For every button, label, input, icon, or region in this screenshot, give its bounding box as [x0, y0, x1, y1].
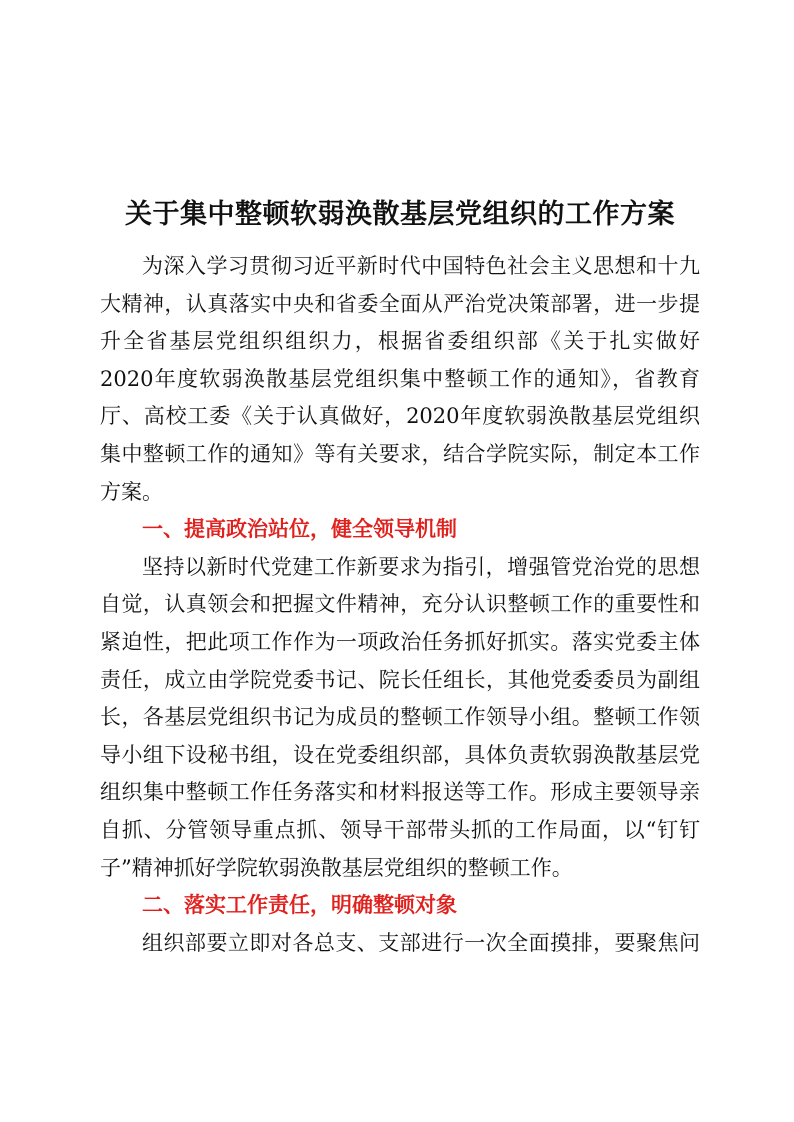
text-line: 坚持以新时代党建工作新要求为指引，增强管党治党的思想 [142, 554, 700, 579]
text-line: 为深入学习贯彻习近平新时代中国特色社会主义思想和十九 [142, 254, 700, 278]
text-line: 责任，成立由学院党委书记、院长任组长，其他党委委员为副组 [100, 667, 700, 692]
section-heading-1: 一、提高政治站位，健全领导机制 [142, 517, 457, 542]
text-line: 组织部要立即对各总支、支部进行一次全面摸排，要聚焦问 [142, 930, 700, 955]
text-line: 自抓、分管领导重点抓、领导干部带头抓的工作局面，以“钉钉 [100, 817, 700, 842]
text-line: 方案。 [100, 479, 163, 504]
text-line: 紧迫性，把此项工作作为一项政治任务抓好抓实。落实党委主体 [100, 629, 700, 654]
text-line: 长，各基层党组织书记为成员的整顿工作领导小组。整顿工作领 [100, 705, 700, 730]
text-line: 集中整顿工作的通知》等有关要求，结合学院实际，制定本工作 [100, 441, 700, 466]
text-line: 厅、高校工委《关于认真做好，2020年度软弱涣散基层党组织 [100, 404, 700, 429]
text-line: 自觉，认真领会和把握文件精神，充分认识整顿工作的重要性和 [100, 592, 700, 617]
text-line: 2020年度软弱涣散基层党组织集中整顿工作的通知》，省教育 [100, 366, 700, 391]
intro-paragraph [100, 248, 700, 962]
text-line: 大精神，认真落实中央和省委全面从严治党决策部署，进一步提 [100, 291, 700, 316]
section-heading-2: 二、落实工作责任，明确整顿对象 [142, 893, 457, 918]
text-line: 升全省基层党组织组织力，根据省委组织部《关于扎实做好 [100, 329, 700, 354]
text-line: 组织集中整顿工作任务落实和材料报送等工作。形成主要领导亲 [100, 780, 700, 805]
text-line: 子”精神抓好学院软弱涣散基层党组织的整顿工作。 [100, 855, 573, 880]
text-line: 导小组下设秘书组，设在党委组织部，具体负责软弱涣散基层党 [100, 742, 700, 767]
document-title: 关于集中整顿软弱涣散基层党组织的工作方案 [125, 199, 675, 230]
